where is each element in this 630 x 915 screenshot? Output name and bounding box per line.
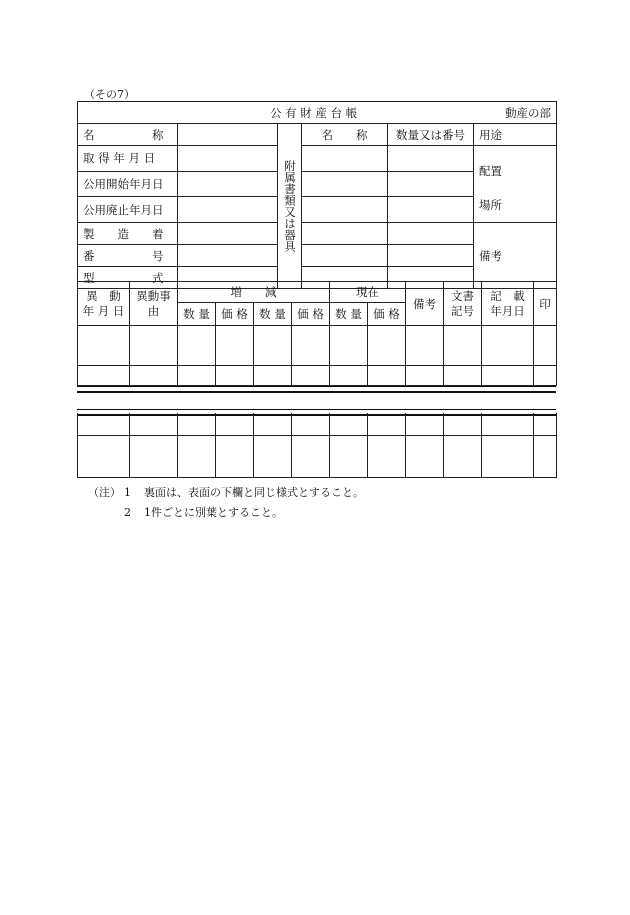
- label-manufacture: 製 造 着: [78, 223, 178, 245]
- table-row: [78, 326, 557, 366]
- note-text: 1件ごとに別葉とすること。: [144, 506, 283, 519]
- attachment-qty-cell: [388, 245, 474, 267]
- label-acquisition-date: 取 得 年 月 日: [78, 146, 178, 172]
- value-number: [178, 245, 278, 267]
- attachment-qty-cell: [388, 146, 474, 172]
- header-increase-decrease: 増 減: [178, 282, 330, 303]
- value-name: [178, 124, 278, 146]
- value-use-end-date: [178, 197, 278, 223]
- attachment-qty-cell: [388, 223, 474, 245]
- value-acquisition-date: [178, 146, 278, 172]
- note-number: 2: [124, 506, 131, 519]
- header-change-reason: 異動事 由: [130, 282, 178, 326]
- table-row: [78, 413, 557, 435]
- header-current: 現在: [330, 282, 406, 303]
- header-doc-number: 文書 記号: [444, 282, 482, 326]
- notes-prefix: （注）: [88, 486, 121, 499]
- attachment-name-cell: [302, 223, 388, 245]
- note-number: 1: [124, 486, 131, 499]
- notes: [88, 483, 364, 523]
- note-item: [88, 503, 364, 523]
- attachment-qty-cell: [388, 171, 474, 197]
- header-change-date: 異 動 年 月 日: [78, 282, 130, 326]
- header-attachment-name: 名 称: [302, 124, 388, 146]
- header-dec-qty: 数 量: [254, 303, 292, 326]
- attachment-name-cell: [302, 146, 388, 172]
- attachment-name-cell: [302, 171, 388, 197]
- attachment-name-cell: [302, 245, 388, 267]
- ledger-table: [77, 101, 557, 289]
- break-line-top: [77, 386, 556, 393]
- header-record-date: 記 載 年月日: [482, 282, 534, 326]
- header-remarks: 備考: [406, 282, 444, 326]
- header-cur-qty: 数 量: [330, 303, 368, 326]
- header-cur-price: 価 格: [368, 303, 406, 326]
- placement-label: 配置: [479, 164, 502, 178]
- label-model: 型 式: [78, 267, 178, 289]
- attachments-label: 附属書類又は器具: [278, 124, 302, 289]
- label-use-end-date: 公用廃止年月日: [78, 197, 178, 223]
- form-caption: （その7）: [84, 88, 135, 101]
- header-use: 用途: [474, 124, 557, 146]
- remarks-cell: 備考: [474, 223, 557, 289]
- value-manufacture: [178, 223, 278, 245]
- header-dec-price: 価 格: [292, 303, 330, 326]
- location-label: 場所: [479, 198, 502, 212]
- department-label: 動産の部: [505, 106, 552, 120]
- label-name: 名 称: [78, 124, 178, 146]
- header-qty-number: 数量又は番号: [388, 124, 474, 146]
- note-text: 裏面は、表面の下欄と同じ様式とすること。: [144, 486, 364, 499]
- ledger-title: 公 有 財 産 台 帳: [270, 106, 358, 120]
- label-use-start-date: 公用開始年月日: [78, 171, 178, 197]
- header-inc-price: 価 格: [216, 303, 254, 326]
- table-row: [78, 435, 557, 477]
- ledger-title-row: [78, 102, 557, 124]
- note-item: [88, 483, 364, 503]
- placement-location-cell: [474, 146, 557, 223]
- history-table: [77, 281, 557, 386]
- table-row: [78, 366, 557, 386]
- header-seal: 印: [534, 282, 557, 326]
- attachment-name-cell: [302, 197, 388, 223]
- value-use-start-date: [178, 171, 278, 197]
- header-inc-qty: 数 量: [178, 303, 216, 326]
- label-number: 番 号: [78, 245, 178, 267]
- attachment-qty-cell: [388, 197, 474, 223]
- history-table-continued: [77, 413, 557, 478]
